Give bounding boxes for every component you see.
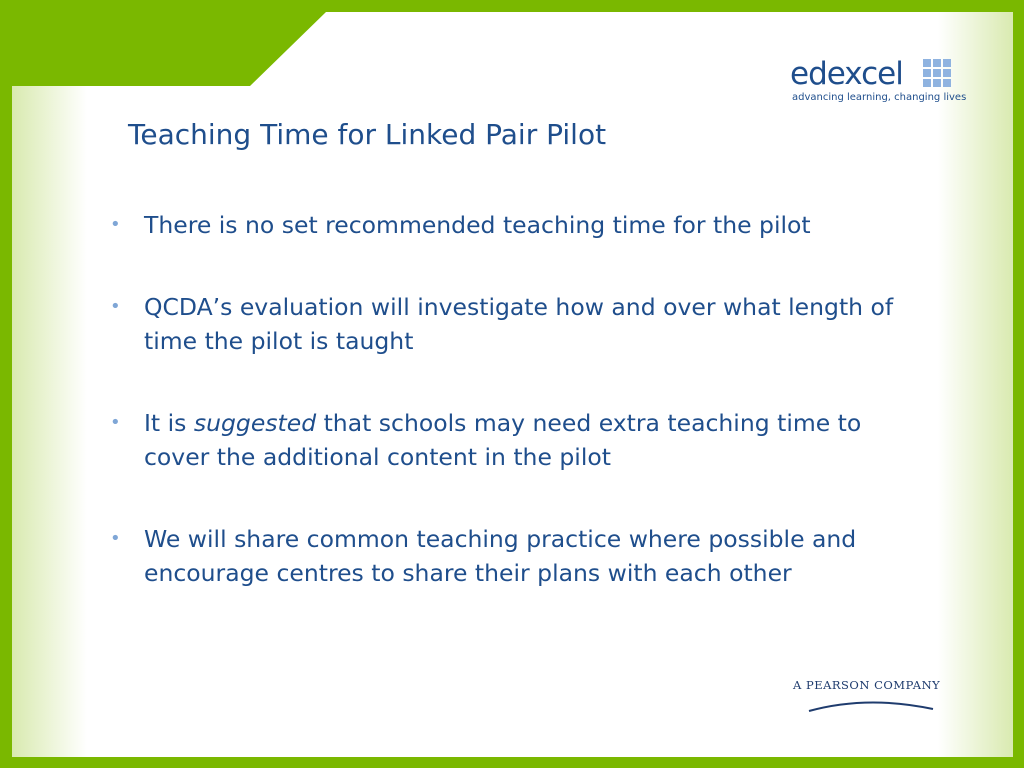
- bullet-icon: •: [110, 296, 121, 317]
- bullet-item: [110, 290, 910, 358]
- bullet-item: [110, 522, 910, 590]
- bullet-list: [110, 208, 910, 638]
- pearson-company-label: A PEARSON COMPANY: [793, 678, 941, 692]
- pearson-logo: [793, 678, 953, 714]
- bullet-icon: •: [110, 412, 121, 433]
- bullet-text-lead: It is: [144, 409, 194, 437]
- bullet-text-rest: that schools may need extra teaching time to cover the additional content in the pilot: [144, 409, 862, 471]
- bullet-item: [110, 208, 910, 242]
- pearson-swoosh-icon: [807, 695, 937, 715]
- slide-title: Teaching Time for Linked Pair Pilot: [128, 118, 607, 151]
- bullet-text: QCDA’s evaluation will investigate how and over what length of time the pilot is taught: [144, 293, 894, 355]
- bullet-text: We will share common teaching practice where possible and encourage centres to share their plans with each other: [144, 525, 857, 587]
- logo-wordmark: edexcel: [790, 56, 903, 92]
- logo-tagline: advancing learning, changing lives: [792, 92, 967, 103]
- bullet-text-emphasis: suggested: [193, 409, 317, 437]
- bullet-icon: •: [110, 528, 121, 549]
- edexcel-logo: [790, 56, 967, 107]
- bullet-icon: •: [110, 214, 121, 235]
- logo-grid-icon: [923, 59, 955, 89]
- bullet-item: [110, 406, 910, 474]
- bullet-text: There is no set recommended teaching time for the pilot: [144, 211, 811, 239]
